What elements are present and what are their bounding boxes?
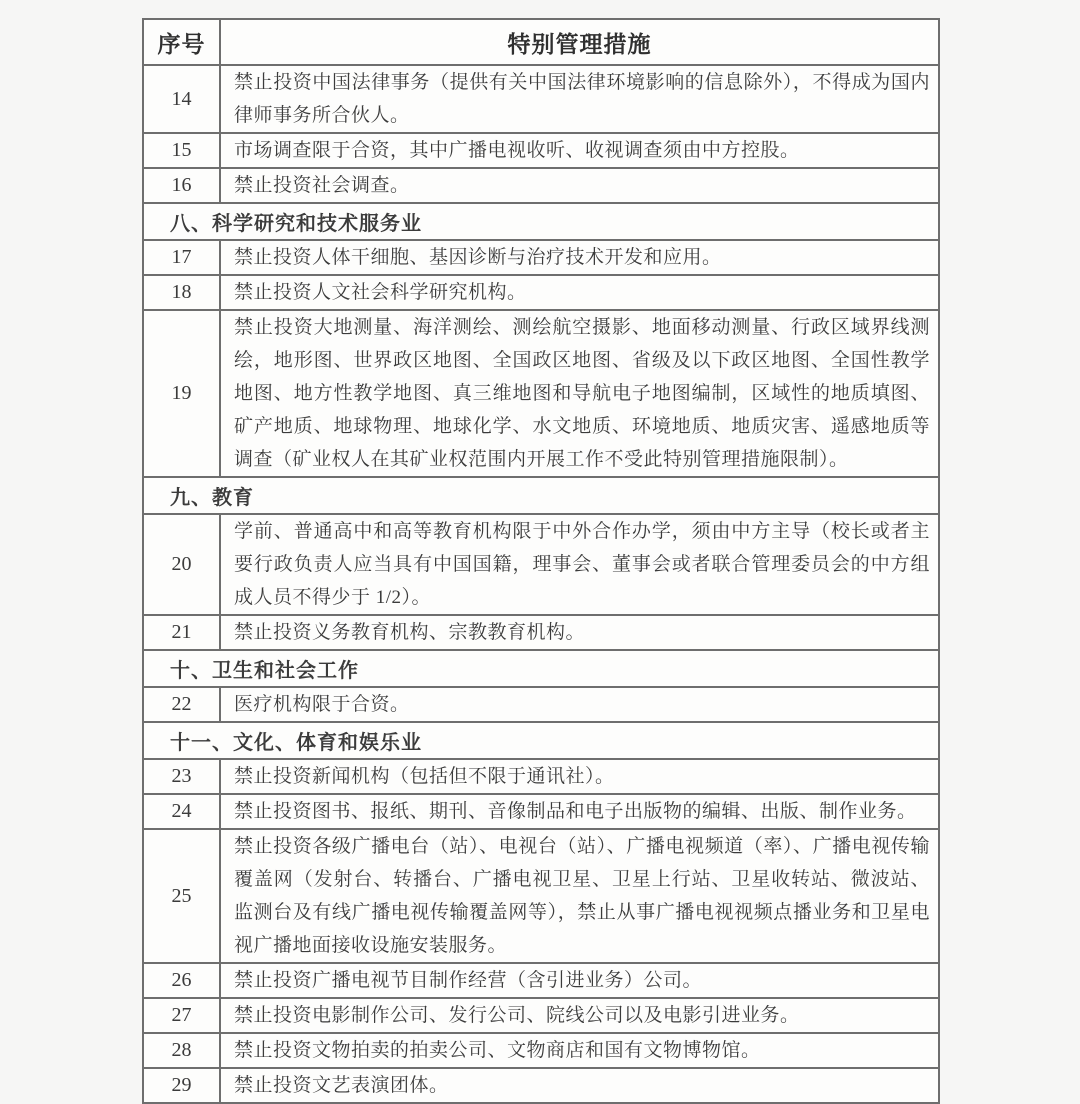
section-title: 十、卫生和社会工作	[143, 650, 939, 687]
row-number: 18	[143, 275, 220, 310]
row-number: 24	[143, 794, 220, 829]
row-number: 17	[143, 240, 220, 275]
measure-row	[143, 1068, 939, 1103]
measure-text: 禁止投资文物拍卖的拍卖公司、文物商店和国有文物博物馆。	[220, 1033, 939, 1068]
measure-row	[143, 687, 939, 722]
measure-row	[143, 275, 939, 310]
measure-row	[143, 1033, 939, 1068]
row-number: 27	[143, 998, 220, 1033]
section-title: 九、教育	[143, 477, 939, 514]
row-number: 21	[143, 615, 220, 650]
measure-text: 学前、普通高中和高等教育机构限于中外合作办学，须由中方主导（校长或者主要行政负责人应当具有中国国籍，理事会、董事会或者联合管理委员会的中方组成人员不得少于 1/2）。	[220, 514, 939, 615]
section-title: 十一、文化、体育和娱乐业	[143, 722, 939, 759]
measures-table-body	[143, 65, 939, 1103]
measure-row	[143, 310, 939, 477]
table-header	[143, 19, 939, 65]
measure-text: 禁止投资中国法律事务（提供有关中国法律环境影响的信息除外），不得成为国内律师事务所合伙人。	[220, 65, 939, 133]
row-number: 16	[143, 168, 220, 203]
section-row	[143, 722, 939, 759]
row-number: 14	[143, 65, 220, 133]
measure-text: 禁止投资大地测量、海洋测绘、测绘航空摄影、地面移动测量、行政区域界线测绘，地形图、世界政区地图、全国政区地图、省级及以下政区地图、全国性教学地图、地方性教学地图、真三维地图和导航电子地图编制，区域性的地质填图、矿产地质、地球物理、地球化学、水文地质、环境地质、地质灾害、遥感地质等调查（矿业权人在其矿业权范围内开展工作不受此特别管理措施限制）。	[220, 310, 939, 477]
measure-text: 禁止投资各级广播电台（站）、电视台（站）、广播电视频道（率）、广播电视传输覆盖网（发射台、转播台、广播电视卫星、卫星上行站、卫星收转站、微波站、监测台及有线广播电视传输覆盖网等），禁止从事广播电视视频点播业务和卫星电视广播地面接收设施安装服务。	[220, 829, 939, 963]
measure-row	[143, 829, 939, 963]
measure-text: 禁止投资人体干细胞、基因诊断与治疗技术开发和应用。	[220, 240, 939, 275]
measure-row	[143, 240, 939, 275]
measure-row	[143, 615, 939, 650]
measure-text: 医疗机构限于合资。	[220, 687, 939, 722]
measure-text: 禁止投资文艺表演团体。	[220, 1068, 939, 1103]
section-row	[143, 203, 939, 240]
header-cell-number: 序号	[143, 19, 220, 65]
measure-row	[143, 133, 939, 168]
measure-text: 禁止投资图书、报纸、期刊、音像制品和电子出版物的编辑、出版、制作业务。	[220, 794, 939, 829]
section-title: 八、科学研究和技术服务业	[143, 203, 939, 240]
row-number: 26	[143, 963, 220, 998]
measure-row	[143, 514, 939, 615]
special-measures-table	[142, 18, 940, 1104]
row-number: 29	[143, 1068, 220, 1103]
measure-row	[143, 998, 939, 1033]
measure-row	[143, 65, 939, 133]
row-number: 28	[143, 1033, 220, 1068]
row-number: 25	[143, 829, 220, 963]
measure-row	[143, 963, 939, 998]
measure-row	[143, 759, 939, 794]
row-number: 15	[143, 133, 220, 168]
measure-text: 禁止投资人文社会科学研究机构。	[220, 275, 939, 310]
measure-text: 禁止投资电影制作公司、发行公司、院线公司以及电影引进业务。	[220, 998, 939, 1033]
header-cell-measure: 特别管理措施	[220, 19, 939, 65]
measure-text: 市场调查限于合资，其中广播电视收听、收视调查须由中方控股。	[220, 133, 939, 168]
measure-text: 禁止投资广播电视节目制作经营（含引进业务）公司。	[220, 963, 939, 998]
measure-row	[143, 168, 939, 203]
row-number: 23	[143, 759, 220, 794]
row-number: 22	[143, 687, 220, 722]
measure-text: 禁止投资新闻机构（包括但不限于通讯社）。	[220, 759, 939, 794]
row-number: 20	[143, 514, 220, 615]
header-row	[143, 19, 939, 65]
measure-text: 禁止投资义务教育机构、宗教教育机构。	[220, 615, 939, 650]
measure-text: 禁止投资社会调查。	[220, 168, 939, 203]
row-number: 19	[143, 310, 220, 477]
measure-row	[143, 794, 939, 829]
section-row	[143, 477, 939, 514]
section-row	[143, 650, 939, 687]
